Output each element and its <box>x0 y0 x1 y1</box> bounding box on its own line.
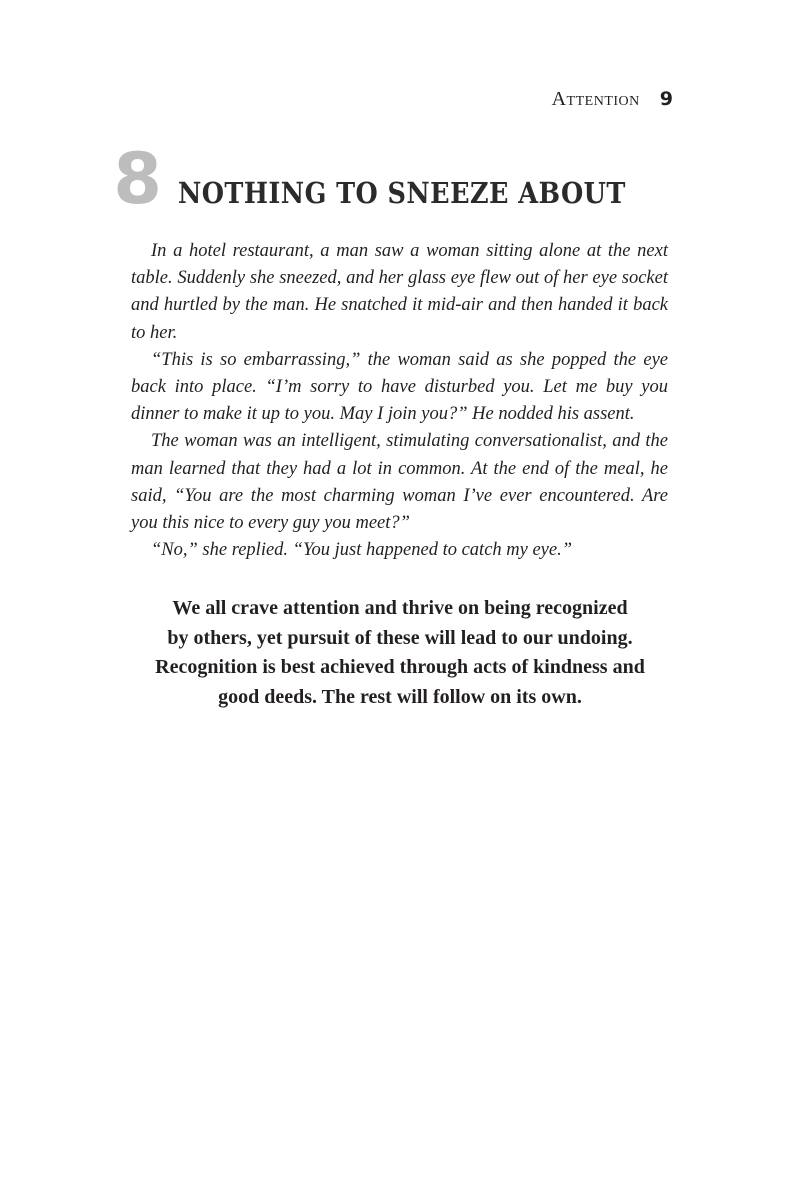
moral-line: We all crave attention and thrive on being recognized <box>172 597 628 619</box>
story-paragraph: “This is so embarrassing,” the woman said as she popped the eye back into place. “I’m sorry to have disturbed you. Let me buy you dinner to make it up to you. May I join you?” He nodded his assent. <box>131 349 668 425</box>
story-paragraph: In a hotel restaurant, a man saw a woman sitting alone at the next table. Suddenly she sneezed, and her glass eye flew out of her eye socket and hurtled by the man. He snatched it mid-air and then handed it back to her. <box>131 241 668 343</box>
story-body <box>131 238 668 564</box>
moral-line: by others, yet pursuit of these will lead to our undoing. <box>167 626 633 649</box>
chapter-heading <box>0 138 800 220</box>
running-head <box>552 88 673 111</box>
moral-line: good deeds. The rest will follow on its own. <box>218 685 582 708</box>
story-paragraph: The woman was an intelligent, stimulating conversationalist, and the man learned that they had a lot in common. At the end of the meal, he said, “You are the most charming woman I’ve ever encountered. Are you this nice to every guy you meet?” <box>131 431 668 534</box>
moral-line: Recognition is best achieved through acts of kindness and <box>155 656 645 678</box>
moral-statement <box>110 594 690 712</box>
chapter-number: 8 <box>113 138 162 220</box>
story-paragraph: “No,” she replied. “You just happened to catch my eye.” <box>151 540 573 561</box>
section-title: Attention <box>551 88 640 110</box>
chapter-title: NOTHING TO SNEEZE ABOUT <box>177 176 626 210</box>
page-number: 9 <box>659 88 673 110</box>
